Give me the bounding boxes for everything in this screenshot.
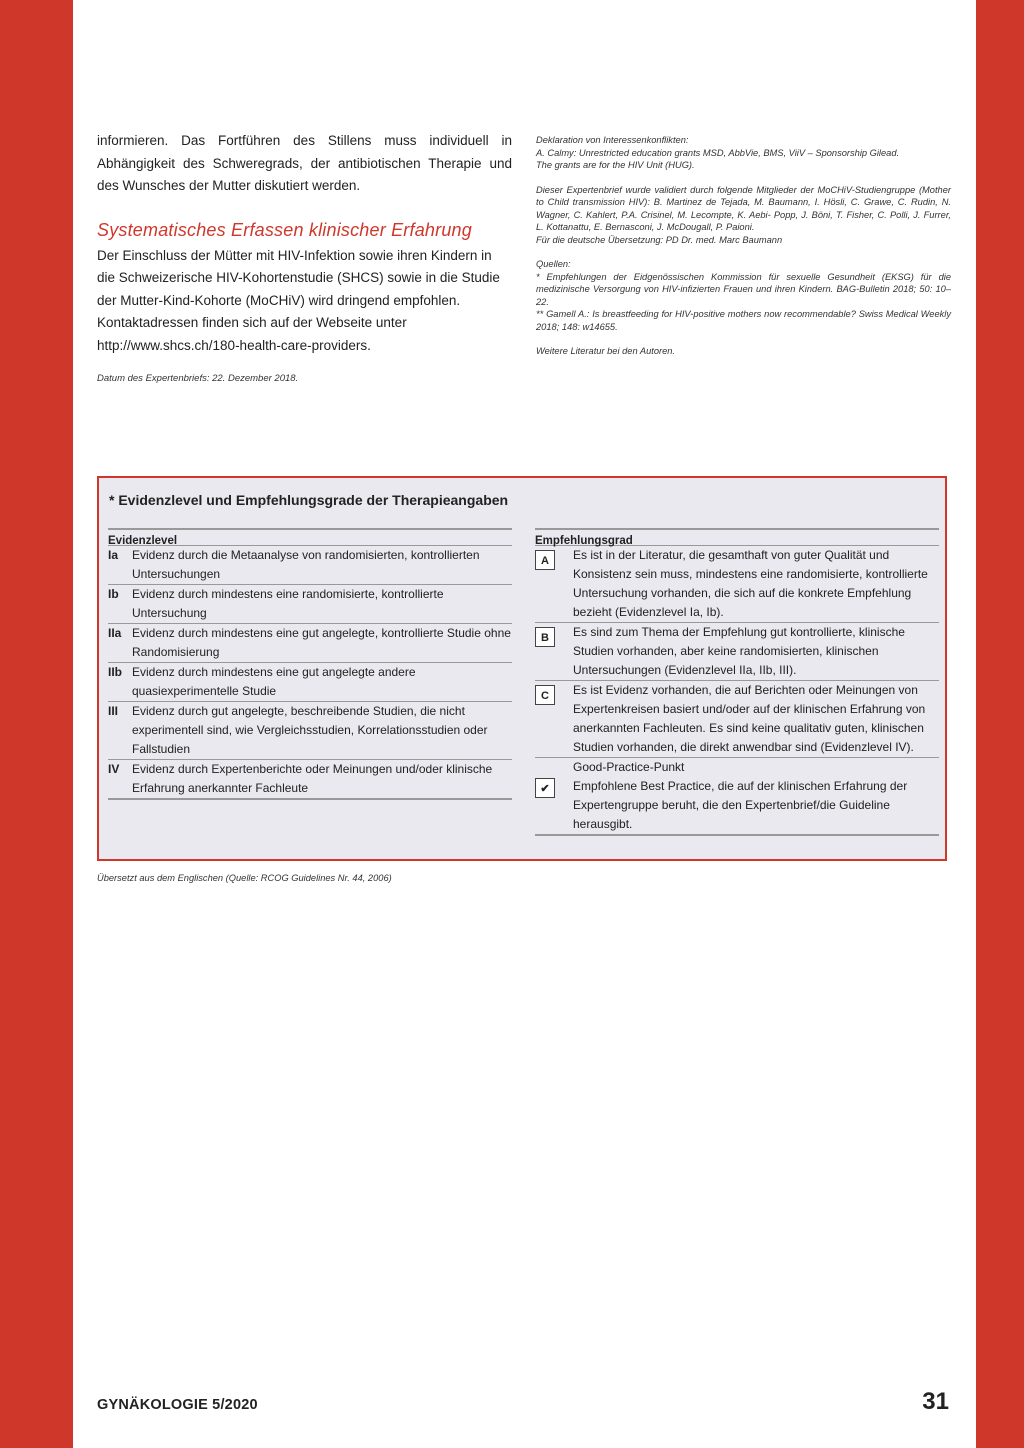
table-row xyxy=(108,624,512,663)
evidence-code: III xyxy=(108,704,119,718)
evidence-text: Evidenz durch mindestens eine gut angelegte andere quasiexperimentelle Studie xyxy=(132,665,416,698)
declaration-line-1: A. Calmy: Unrestricted education grants MSD, AbbVie, BMS, ViiV – Sponsorship Gilead. xyxy=(536,147,900,158)
evidence-box xyxy=(97,476,947,861)
evidence-text: Evidenz durch gut angelegte, beschreibende Studien, die nicht experimentell sind, wie Vergleichsstudien, Korrelationsstudien oder Fallstudien xyxy=(132,704,488,756)
grade-text: Empfohlene Best Practice, die auf der klinischen Erfahrung der Expertengruppe beruht, die den Expertenbrief/die Guideline herausgibt. xyxy=(573,779,908,831)
source-2: ** Gamell A.: Is breastfeeding for HIV-positive mothers now recommendable? Swiss Medical Weekly 2018; 148: w14655. xyxy=(536,309,951,332)
good-practice-title: Good-Practice-Punkt xyxy=(573,760,685,774)
evidence-code: IIa xyxy=(108,626,122,640)
evidence-text: Evidenz durch mindestens eine randomisierte, kontrollierte Untersuchung xyxy=(132,587,444,620)
table-row xyxy=(535,758,939,836)
page-number: 31 xyxy=(922,1388,949,1415)
table-row xyxy=(535,623,939,681)
grade-badge-a: A xyxy=(535,550,555,570)
table-row xyxy=(108,585,512,624)
right-margin-bar xyxy=(976,0,1024,1448)
left-column xyxy=(97,130,512,384)
table-row xyxy=(535,546,939,623)
validation-text: Dieser Expertenbrief wurde validiert durch folgende Mitglieder der MoCHiV-Studiengruppe (Mother to Child transmission HIV): B. Martinez de Tejada, M. Baumann, I. Hösli, C. Grawe, C. Rudin, N. Wagner, C. Kahlert, P.A. Crisinel, M. Lecompte, K. Aebi- Popp, J. Böni, T. Fisher, C. Polli, J. Furrer, L. Kottanattu, E. Bernasconi, J. McDougall, P. Paioni. xyxy=(536,184,951,232)
left-margin-bar xyxy=(0,0,73,1448)
grade-text: Es ist in der Literatur, die gesamthaft von guter Qualität und Konsistenz sein muss, mindestens eine randomisierte, kontrollierte Untersuchung vorhanden, die sich auf die konkrete Empfehlung bezieht (Evidenzlevel Ia, Ib). xyxy=(573,548,928,619)
section-heading: Systematisches Erfassen klinischer Erfahrung xyxy=(97,219,472,240)
source-1: * Empfehlungen der Eidgenössischen Kommission für sexuelle Gesundheit (EKSG) für die medizinische Versorgung von HIV-infizierten Frauen und ihren Kindern. BAG-Bulletin 2018; 50: 10–22. xyxy=(536,271,951,307)
table-row xyxy=(108,702,512,760)
evidence-levels-header: Evidenzlevel xyxy=(108,528,512,546)
grade-text: Es sind zum Thema der Empfehlung gut kontrollierte, klinische Studien vorhanden, aber keine randomisierten, klinischen Untersuchungen (Evidenzlevel IIa, IIb, III). xyxy=(573,625,905,677)
evidence-code: Ia xyxy=(108,548,119,562)
translation-note: Für die deutsche Übersetzung: PD Dr. med. Marc Baumann xyxy=(536,234,783,245)
table-row xyxy=(108,546,512,585)
grade-badge-b: B xyxy=(535,627,555,647)
table-row xyxy=(108,760,512,800)
recommendation-grades-table xyxy=(535,528,939,836)
further-literature: Weitere Literatur bei den Autoren. xyxy=(536,346,676,356)
grade-badge-c: C xyxy=(535,685,555,705)
declaration-line-2: The grants are for the HIV Unit (HUG). xyxy=(536,160,695,170)
evidence-text: Evidenz durch die Metaanalyse von randomisierten, kontrollierten Untersuchungen xyxy=(132,548,480,581)
table-row xyxy=(535,681,939,758)
section-paragraph: Der Einschluss der Mütter mit HIV-Infektion sowie ihren Kindern in die Schweizerische HIV-Kohortenstudie (SHCS) sowie in die Studie der Mutter-Kind-Kohorte (MoCHiV) wird dringend empfohlen. Kontaktadressen finden sich auf der Webseite unter http://www.shcs.ch/180-health-care-providers. xyxy=(97,247,500,353)
recommendation-grades-header: Empfehlungsgrad xyxy=(535,528,939,546)
declaration-label: Deklaration von Interessenkonflikten: xyxy=(536,135,689,145)
evidence-box-title: * Evidenzlevel und Empfehlungsgrade der Therapieangaben xyxy=(109,492,509,508)
intro-paragraph: informieren. Das Fortführen des Stillens muss individuell in Abhängigkeit des Schweregrads, der antibiotischen Therapie und des Wunsches der Mutter diskutiert werden. xyxy=(97,133,512,193)
evidence-code: IV xyxy=(108,762,120,776)
evidence-text: Evidenz durch Expertenberichte oder Meinungen und/oder klinische Erfahrung anerkannter Fachleute xyxy=(132,762,493,795)
evidence-levels-table xyxy=(108,528,512,800)
sources-label: Quellen: xyxy=(536,259,571,269)
translated-note: Übersetzt aus dem Englischen (Quelle: RCOG Guidelines Nr. 44, 2006) xyxy=(97,873,392,883)
evidence-text: Evidenz durch mindestens eine gut angelegte, kontrollierte Studie ohne Randomisierung xyxy=(132,626,511,659)
evidence-code: Ib xyxy=(108,587,119,601)
evidence-code: IIb xyxy=(108,665,122,679)
checkmark-icon: ✔ xyxy=(535,778,555,798)
footer-journal: GYNÄKOLOGIE 5/2020 xyxy=(97,1397,258,1413)
right-column xyxy=(536,134,951,358)
table-row xyxy=(108,663,512,702)
grade-text: Es ist Evidenz vorhanden, die auf Berichten oder Meinungen von Expertenkreisen basiert und/oder auf der klinischen Erfahrung von anerkannten Fachleuten. Es sind keine qualitativ guten, klinischen Studien vorhanden, die direkt anwendbar sind (Evidenzlevel IV). xyxy=(573,683,926,754)
date-note: Datum des Expertenbriefs: 22. Dezember 2018. xyxy=(97,373,299,384)
